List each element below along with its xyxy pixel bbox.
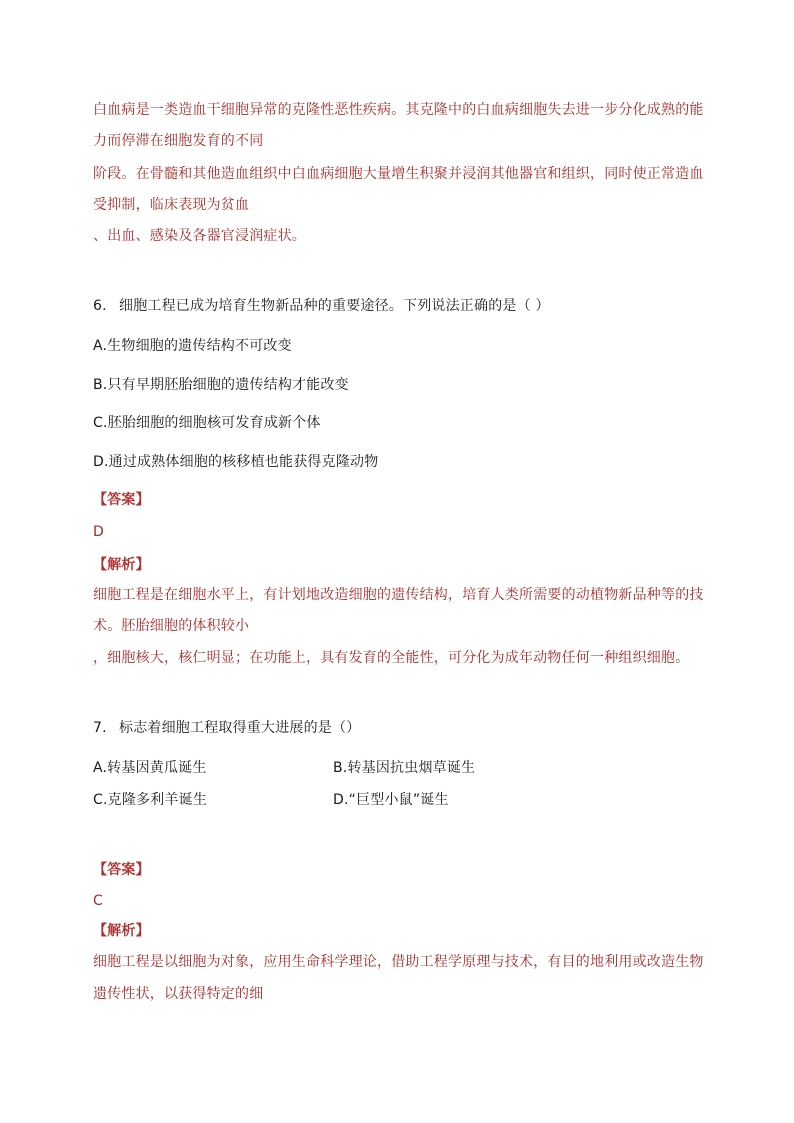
q6-answer-label: 【答案】 <box>93 492 150 508</box>
q7-analysis-line-1: 细胞工程是以细胞为对象，应用生命科学理论，借助工程学原理与技术，有目的地利用或改造生物 <box>93 954 704 970</box>
q6-option-d: D.通过成熟体细胞的核移植也能获得克隆动物 <box>93 454 379 470</box>
q7-option-a: A.转基因黄瓜诞生 <box>93 760 207 776</box>
q6-analysis-line-2: 术。胚胎细胞的体积较小 <box>93 618 250 634</box>
intro-line-1: 白血病是一类造血干细胞异常的克隆性恶性疾病。其克隆中的白血病细胞失去进一步分化成熟的能 <box>93 102 704 118</box>
q7-answer-label: 【答案】 <box>93 862 150 878</box>
q7-number: 7. <box>93 720 107 736</box>
q6-option-b: B.只有早期胚胎细胞的遗传结构才能改变 <box>93 377 349 393</box>
q6-number: 6. <box>93 298 107 314</box>
q6-stem-text: 细胞工程已成为培育生物新品种的重要途径。下列说法正确的是（ ） <box>119 298 550 314</box>
q7-answer: C <box>93 893 103 909</box>
q7-option-d: D.“巨型小鼠”诞生 <box>333 792 449 808</box>
q7-analysis-label: 【解析】 <box>93 923 150 939</box>
q7-stem-text: 标志着细胞工程取得重大进展的是（） <box>119 720 361 736</box>
q6-analysis-line-1: 细胞工程是在细胞水平上，有计划地改造细胞的遗传结构，培育人类所需要的动植物新品种等的技 <box>93 587 704 603</box>
intro-line-2: 力而停滞在细胞发育的不同 <box>93 133 264 149</box>
q7-stem <box>93 718 360 738</box>
intro-line-5: 、出血、感染及各器官浸润症状。 <box>93 228 306 244</box>
intro-line-3: 阶段。在骨髓和其他造血组织中白血病细胞大量增生积聚并浸润其他器官和组织，同时使正常造血 <box>93 166 704 182</box>
q6-option-c: C.胚胎细胞的细胞核可发育成新个体 <box>93 415 321 431</box>
q6-analysis-line-3: ，细胞核大，核仁明显；在功能上，具有发育的全能性，可分化为成年动物任何一种组织细胞。 <box>93 650 690 666</box>
q7-option-c: C.克隆多利羊诞生 <box>93 792 208 808</box>
q6-answer: D <box>93 524 104 540</box>
q6-analysis-label: 【解析】 <box>93 557 150 573</box>
q7-analysis-line-2: 遗传性状，以获得特定的细 <box>93 986 264 1002</box>
intro-line-4: 受抑制，临床表现为贫血 <box>93 197 250 213</box>
q7-option-b: B.转基因抗虫烟草诞生 <box>333 760 476 776</box>
q6-option-a: A.生物细胞的遗传结构不可改变 <box>93 338 292 354</box>
q6-stem <box>93 296 550 316</box>
